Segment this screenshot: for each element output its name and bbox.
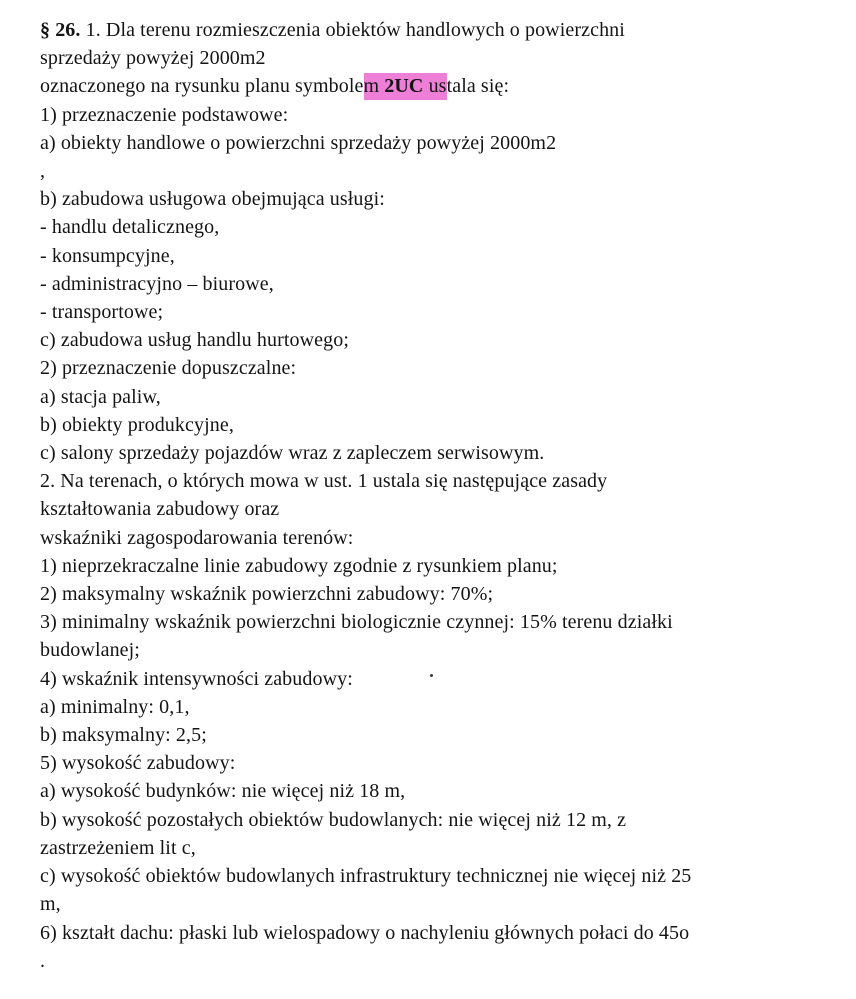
text-line <box>40 524 818 552</box>
text-segment: us <box>423 73 446 100</box>
text-line <box>40 383 818 411</box>
text-segment: - administracyjno – biurowe, <box>40 272 274 295</box>
text-line <box>40 919 818 947</box>
text-segment: sprzedaży powyżej 2000m2 <box>40 47 266 70</box>
text-segment: tala się: <box>446 75 510 98</box>
text-segment: b) obiekty produkcyjne, <box>40 413 234 436</box>
text-segment: , <box>40 160 46 183</box>
text-line <box>40 693 818 721</box>
text-line <box>40 242 818 270</box>
text-line <box>40 947 818 975</box>
text-segment: 1) nieprzekraczalne linie zabudowy zgodnie z rysunkiem planu; <box>40 554 558 577</box>
text-line <box>40 44 818 72</box>
text-line <box>40 411 818 439</box>
text-line <box>40 270 818 298</box>
text-segment: b) zabudowa usługowa obejmująca usługi: <box>40 188 385 211</box>
text-segment: wskaźniki zagospodarowania terenów: <box>40 526 354 549</box>
text-segment: 4) wskaźnik intensywności zabudowy: <box>40 667 353 690</box>
text-line <box>40 157 818 185</box>
text-line <box>40 326 818 354</box>
text-line <box>40 665 818 693</box>
text-line <box>40 806 818 834</box>
text-segment: c) zabudowa usług handlu hurtowego; <box>40 329 349 352</box>
text-line <box>40 862 818 890</box>
text-line <box>40 580 818 608</box>
text-segment: a) minimalny: 0,1, <box>40 695 190 718</box>
text-segment: budowlanej; <box>40 639 140 662</box>
text-segment: kształtowania zabudowy oraz <box>40 498 280 521</box>
text-segment: - transportowe; <box>40 301 164 324</box>
text-line <box>40 636 818 664</box>
text-segment: . <box>40 949 46 972</box>
text-line <box>40 213 818 241</box>
text-segment: m <box>364 73 385 100</box>
text-line <box>40 185 818 213</box>
text-line <box>40 439 818 467</box>
text-segment: c) wysokość obiektów budowlanych infrastruktury technicznej nie więcej niż 25 <box>40 865 692 888</box>
text-segment: 2) maksymalny wskaźnik powierzchni zabudowy: 70%; <box>40 583 494 606</box>
text-segment: 2. Na terenach, o których mowa w ust. 1 ustala się następujące zasady <box>40 470 608 493</box>
text-line <box>40 298 818 326</box>
text-line <box>40 16 818 44</box>
text-line <box>40 467 818 495</box>
text-line <box>40 608 818 636</box>
text-segment: 5) wysokość zabudowy: <box>40 752 236 775</box>
text-line <box>40 777 818 805</box>
text-segment: 3) minimalny wskaźnik powierzchni biologicznie czynnej: 15% terenu działki <box>40 611 673 634</box>
text-segment: 1) przeznaczenie podstawowe: <box>40 103 289 126</box>
text-line <box>40 749 818 777</box>
text-line <box>40 552 818 580</box>
text-segment: oznaczonego na rysunku planu symbole <box>40 75 364 98</box>
text-line <box>40 72 818 100</box>
text-segment: - konsumpcyjne, <box>40 244 175 267</box>
text-segment: a) wysokość budynków: nie więcej niż 18 m, <box>40 780 406 803</box>
text-line <box>40 721 818 749</box>
text-line <box>40 354 818 382</box>
text-line <box>40 129 818 157</box>
text-segment: § 26. <box>40 19 81 41</box>
text-segment: 6) kształt dachu: płaski lub wielospadowy o nachyleniu głównych połaci do 45o <box>40 921 690 944</box>
text-segment: 1. Dla terenu rozmieszczenia obiektów handlowych o powierzchni <box>80 19 625 41</box>
text-line <box>40 495 818 523</box>
text-segment: zastrzeżeniem lit c, <box>40 836 196 859</box>
text-line <box>40 890 818 918</box>
text-segment: a) obiekty handlowe o powierzchni sprzedaży powyżej 2000m2 <box>40 131 557 154</box>
text-segment: b) wysokość pozostałych obiektów budowlanych: nie więcej niż 12 m, z <box>40 808 627 831</box>
text-segment: b) maksymalny: 2,5; <box>40 724 207 747</box>
document-page <box>40 16 818 975</box>
text-segment: a) stacja paliw, <box>40 385 161 408</box>
highlighted-zone-symbol: 2UC <box>384 73 423 100</box>
text-line <box>40 834 818 862</box>
text-segment: 2) przeznaczenie dopuszczalne: <box>40 357 297 380</box>
text-segment: - handlu detalicznego, <box>40 216 220 239</box>
text-segment: m, <box>40 893 61 916</box>
text-segment: c) salony sprzedaży pojazdów wraz z zapleczem serwisowym. <box>40 442 545 465</box>
text-line <box>40 101 818 129</box>
scan-artifact-dot <box>430 674 433 677</box>
